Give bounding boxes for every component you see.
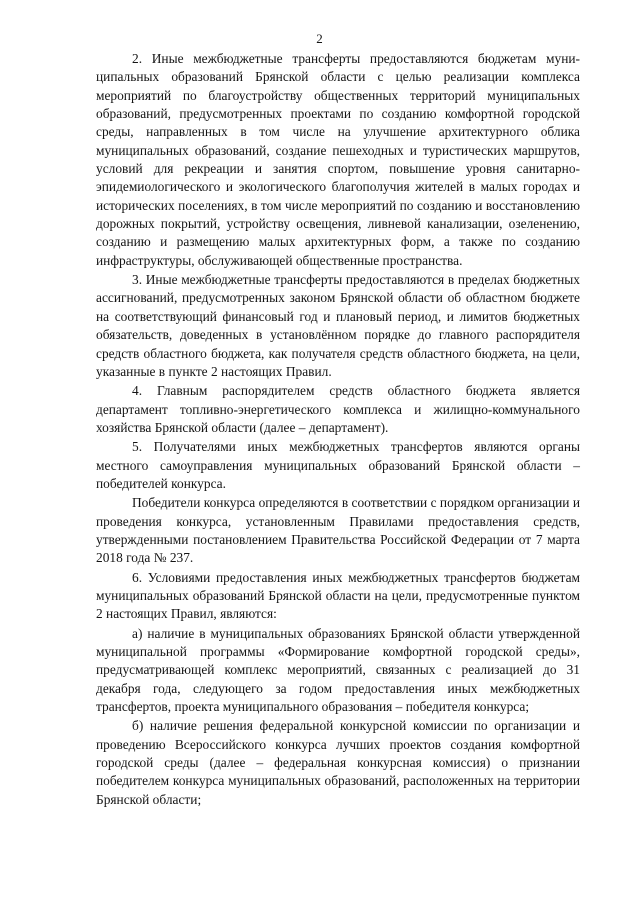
paragraph-2: 2. Иные межбюджетные трансферты предоставляются бюджетам муниципальных образований Брянской области с целью реализации комплекса мероприятий по благоустройству общественных территорий муниципальных образований, предусмотренных проектами по созданию комфортной городской среды, направленных в том числе на улучшение архитектурного облика муниципальных образований, создание пешеходных и туристических маршрутов, условий для рекреации и занятия спортом, повышение уровня санитарно-эпидемиологического и экологического благополучия жителей в малых городах и исторических поселениях, в том числе мероприятий по созданию и восстановлению дорожных покрытий, устройству освещения, ливневой канализации, озеленению, созданию и размещению малых архитектурных форм, а также по созданию инфраструктуры, обслуживающей общественные пространства. bbox=[96, 51, 580, 268]
document-body bbox=[96, 50, 580, 809]
paragraph-3: 3. Иные межбюджетные трансферты предоставляются в пределах бюджетных ассигнований, предусмотренных законом Брянской области об областном бюджете на соответствующий финансовый год и плановый период, и лимитов бюджетных обязательств, доведенных в установлённом порядке до главного распорядителя средств областного бюджета, как получателя средств областного бюджета, на цели, указанные в пункте 2 настоящих Правил. bbox=[96, 272, 580, 379]
page-number: 2 bbox=[316, 31, 323, 46]
paragraph-4: 4. Главным распорядителем средств областного бюджета является департамент топливно-энергетического комплекса и жилищно-коммунального хозяйства Брянской области (далее – департамент). bbox=[96, 383, 580, 435]
paragraph-6b: б) наличие решения федеральной конкурсной комиссии по организации и проведению Всероссийского конкурса лучших проектов создания комфортной городской среды (далее – федеральная конкурсная комиссия) о признании победителем конкурса муниципальных образований, расположенных на территории Брянской области; bbox=[96, 718, 580, 807]
paragraph-5: 5. Получателями иных межбюджетных трансфертов являются органы местного самоуправления муниципальных образований Брянской области – победителей конкурса. bbox=[96, 439, 580, 491]
paragraph-5-winners: Победители конкурса определяются в соответствии с порядком организации и проведения конкурса, установленным Правилами предоставления средств, утвержденными постановлением Правительства Российской Федерации от 7 марта 2018 года № 237. bbox=[96, 495, 580, 566]
paragraph-6a: а) наличие в муниципальных образованиях Брянской области утвержденной муниципальной программы «Формирование комфортной городской среды», предусматривающей комплекс мероприятий, связанных с реализацией до 31 декабря года, следующего за годом предоставления иных межбюджетных трансфертов, проекта муниципального образования – победителя конкурса; bbox=[96, 625, 580, 715]
paragraph-6: 6. Условиями предоставления иных межбюджетных трансфертов бюджетам муниципальных образований Брянской области на цели, предусмотренные пунктом 2 настоящих Правил, являются: bbox=[96, 569, 580, 622]
